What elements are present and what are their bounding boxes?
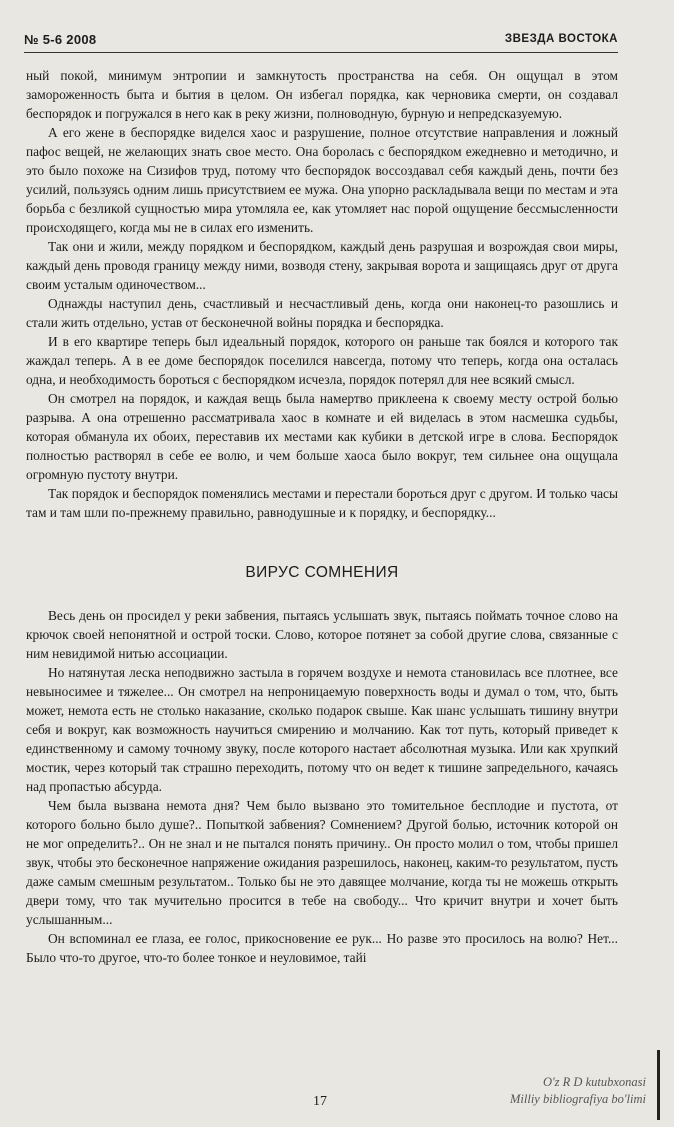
paragraph: И в его квартире теперь был идеальный порядок, которого он раньше так боялся и которого так жаждал теперь. А в ее доме беспорядок поселился навсегда, потому что теперь, когда она осталась одна, и необходимость бороться с беспорядком исчезла, порядок потерял для нее всякий смысл.	[26, 334, 618, 387]
stamp-line: Milliy bibliografiya bo'limi	[510, 1092, 646, 1106]
paragraph: Он вспоминал ее глаза, ее голос, прикосновение ее рук... Но разве это просилось на волю? Нет... Было что-то другое, что-то более тонкое и неуловимое, тайі	[26, 931, 618, 965]
journal-title: ЗВЕЗДА ВОСТОКА	[504, 33, 618, 45]
issue-number: № 5-6 2008	[24, 32, 97, 47]
paragraph: Весь день он просидел у реки забвения, пытаясь услышать звук, пытаясь поймать точное слово на крючок своей непонятной и острой тоски. Слово, которое потянет за собой другие слова, связанные с ним невидимой нитью ассоциации.	[26, 608, 618, 661]
paragraph: ный покой, минимум энтропии и замкнутость пространства на себя. Он ощущал в этом замороженность быта и бытия в целом. Он избегал порядка, как черновика смерти, он создавал беспорядок и погружался в него как в реку жизни, полноводную, бурную и непредсказуемую.	[26, 68, 618, 121]
paragraph: А его жене в беспорядке виделся хаос и разрушение, полное отсутствие направления и ложный пафос вещей, не желающих знать свое место. Она боролась с беспорядком ежедневно и методично, и это было похоже на Сизифов труд, потому что беспорядок воссоздавал себя каждый день, почти без усилий, пользуясь одним лишь присутствием ее мужа. Она упорно раскладывала вещи по местам и эта борьба с безликой сущностью мира утомляла ее, как утомляет нас порой ощущение бессмысленности происходящего, когда мы не в силах его изменить.	[26, 125, 618, 235]
paragraph: Но натянутая леска неподвижно застыла в горячем воздухе и немота становилась все плотнее, все невыносимее и тяжелее... Он смотрел на непроницаемую поверхность воды и думал о том, что, быть может, немота есть не столько наказание, сколько подарок свыше. Как шанс услышать тишину внутри себя и вокруг, как возможность научиться смирению и молчанию. Как тот путь, который приведет к единственному и самому точному звуку, после которого настает абсолютная музыка. Или как хрупкий мостик, через который так страшно переходить, потому что он ведет к тишине запредельного, качаясь над пропастью абсурда.	[26, 665, 618, 794]
paragraph: Он смотрел на порядок, и каждая вещь была намертво приклеена к своему месту острой болью разрыва. А она отрешенно рассматривала хаос в комнате и ей виделась в этом насмешка судьбы, которая обманула их обоих, переставив их местами как кубики в детской игре в слова. Беспорядок полностью растворял в себе ее волю, и чем больше хаоса было вокруг, тем сильнее она ощущала огромную пустоту внутри.	[26, 391, 618, 482]
library-stamp	[446, 1074, 646, 1108]
running-header	[24, 30, 618, 53]
paragraph: Так порядок и беспорядок поменялись местами и перестали бороться друг с другом. И только часы там и там шли по-прежнему правильно, равнодушные и к порядку, и беспорядку...	[26, 486, 618, 520]
paragraph: Так они и жили, между порядком и беспорядком, каждый день разрушая и возрождая свои миры, каждый день проводя границу между ними, возводя стену, закрывая ворота и защищаясь друг от друга своим усталым одиночеством...	[26, 239, 618, 292]
paragraph: Однажды наступил день, счастливый и несчастливый день, когда они наконец-то разошлись и стали жить отдельно, устав от бесконечной войны порядка и беспорядка.	[26, 296, 618, 330]
page-number: 17	[313, 1094, 327, 1109]
page-body	[26, 66, 618, 967]
binding-edge-mark	[657, 1050, 660, 1120]
paragraph: Чем была вызвана немота дня? Чем было вызвано это томительное бесплодие и пустота, от которого больно было душе?.. Попыткой забвения? Сомнением? Другой болью, источник которой он не мог определить?.. Он не знал и не пытался понять причину.. Он просто молил о том, чтобы пришел звук, чтобы это бесконечное напряжение ожидания разрешилось, наконец, каким-то результатом, пусть даже самым смешным результатом.. Только бы не это давящее молчание, когда ты не можешь открыть двери тому, что так мучительно просится в тебе на свободу... Что кричит внутри и хочет быть услышанным...	[26, 798, 618, 927]
stamp-line: O'z R D kutubxonasi	[542, 1075, 646, 1089]
section-title: ВИРУС СОМНЕНИЯ	[245, 564, 399, 581]
